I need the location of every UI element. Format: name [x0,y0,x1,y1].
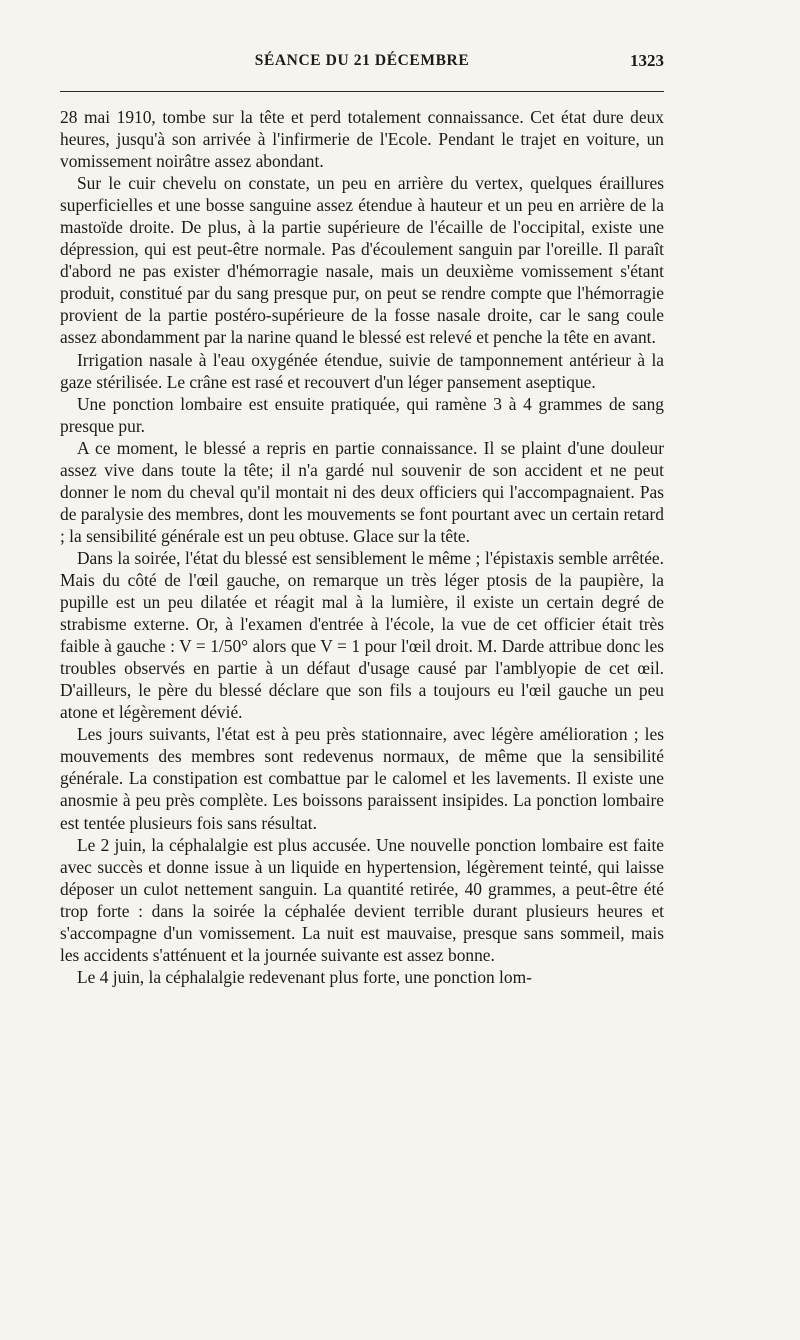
paragraph: A ce moment, le blessé a repris en partie connaissance. Il se plaint d'une douleur assez vive dans toute la tête; il n'a gardé nul souvenir de son accident et ne peut donner le nom du cheval qu'il montait ni des deux officiers qui l'accompagnaient. Pas de paralysie des membres, dont les mouvements se font pourtant avec un certain retard ; la sensibilité générale est un peu obtuse. Glace sur la tête. [60,437,664,546]
paragraph: Dans la soirée, l'état du blessé est sensiblement le même ; l'épistaxis semble arrêtée. Mais du côté de l'œil gauche, on remarque un très léger ptosis de la paupière, la pupille est un peu dilatée et réagit mal à la lumière, il existe un certain degré de strabisme externe. Or, à l'examen d'entrée à l'école, la vue de cet officier était très faible à gauche : V = 1/50° alors que V = 1 pour l'œil droit. M. Darde attribue donc les troubles observés en partie à un défaut d'usage causé par l'amblyopie de cet œil. D'ailleurs, le père du blessé déclare que son fils a toujours eu l'œil gauche un peu atone et légèrement dévié. [60,547,664,723]
paragraph: Sur le cuir chevelu on constate, un peu en arrière du vertex, quelques éraillures superficielles et une bosse sanguine assez étendue à hauteur et un peu en arrière de la mastoïde droite. De plus, à la partie supérieure de l'écaille de l'occipital, existe une dépression, qui est peut-être normale. Pas d'écoulement sanguin par l'oreille. Il paraît d'abord ne pas exister d'hémorragie nasale, mais un deuxième vomissement s'étant produit, constitué par du sang presque pur, on peut se rendre compte que l'hémorragie provient de la partie postéro-supérieure de la fosse nasale droite, car le sang coule assez abondamment par la narine quand le blessé est relevé et penche la tête en avant. [60,173,664,348]
paragraph: Une ponction lombaire est ensuite pratiquée, qui ramène 3 à 4 grammes de sang presque pur. [60,393,664,436]
running-title: SÉANCE DU 21 DÉCEMBRE [254,52,470,69]
running-head [60,52,664,74]
page-number: 1323 [630,51,664,70]
body-text [60,106,664,988]
paragraph: Le 4 juin, la céphalalgie redevenant plus forte, une ponction lom- [77,966,532,987]
paragraph: Les jours suivants, l'état est à peu près stationnaire, avec légère amélioration ; les mouvements des membres sont redevenus normaux, de même que la sensibilité générale. La constipation est combattue par le calomel et les lavements. Il existe une anosmie à peu près complète. Les boissons paraissent insipides. La ponction lombaire est tentée plusieurs fois sans résultat. [60,724,664,833]
paragraph: 28 mai 1910, tombe sur la tête et perd totalement connaissance. Cet état dure deux heures, jusqu'à son arrivée à l'infirmerie de l'Ecole. Pendant le trajet en voiture, un vomissement noirâtre assez abondant. [60,107,664,172]
paragraph: Le 2 juin, la céphalalgie est plus accusée. Une nouvelle ponction lombaire est faite avec succès et donne issue à un liquide en hypertension, légèrement teinté, qui laisse déposer un culot nettement sanguin. La quantité retirée, 40 grammes, a peut-être été trop forte : dans la soirée la céphalée devient terrible durant plusieurs heures et s'accompagne d'un vomissement. La nuit est mauvaise, presque sans sommeil, mais les accidents s'atténuent et la journée suivante est assez bonne. [60,834,664,965]
header-rule [60,91,664,92]
paragraph: Irrigation nasale à l'eau oxygénée étendue, suivie de tamponnement antérieur à la gaze stérilisée. Le crâne est rasé et recouvert d'un léger pansement aseptique. [60,349,664,392]
